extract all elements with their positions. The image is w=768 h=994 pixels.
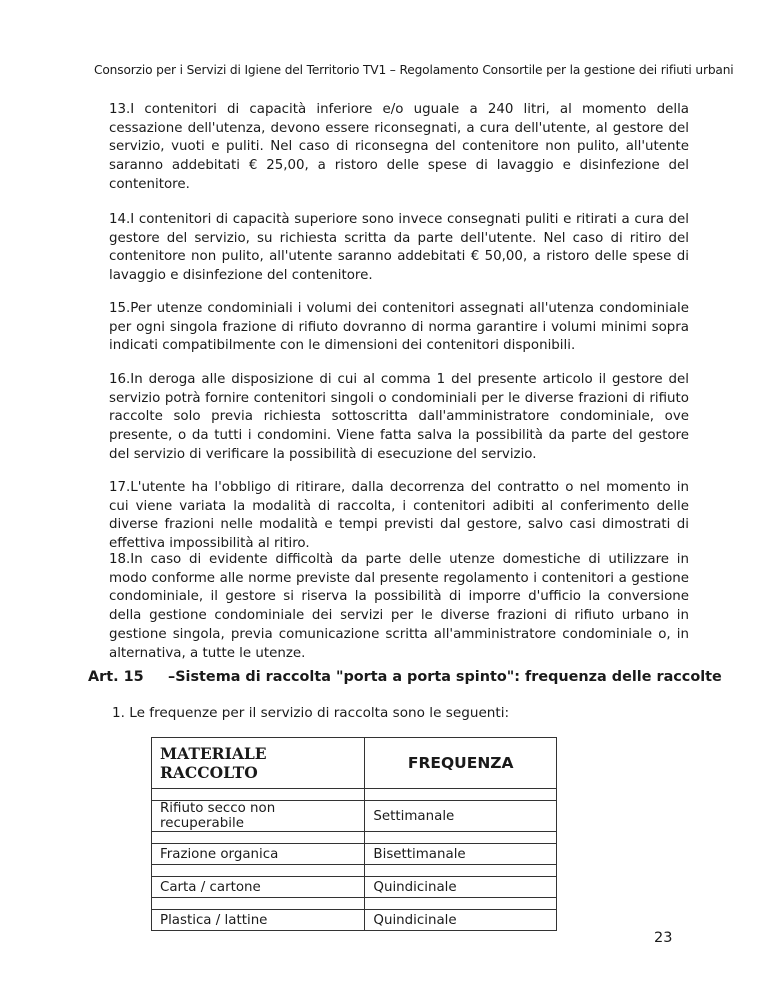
table-cell: Plastica / lattine [152, 910, 365, 931]
page-header: Consorzio per i Servizi di Igiene del Territorio TV1 – Regolamento Consortile per la gestione dei rifiuti urbani [94, 63, 734, 77]
intro-text: 1. Le frequenze per il servizio di raccolta sono le seguenti: [112, 705, 510, 721]
list-item [109, 101, 689, 195]
item-text: In caso di evidente difficoltà da parte delle utenze domestiche di utilizzare in modo conforme alle norme previste dal presente regolamento i contenitori a gestione condominiale, il gestore si riserva la possibilità di imporre d'ufficio la conversione della gestione condominiale dei servizi per le diverse frazioni di rifiuto urbano in gestione singola, previa comunicazione scritta all'amministratore condominiale o, in alternativa, a tutte le utenze. [109, 552, 689, 661]
item-text: I contenitori di capacità superiore sono invece consegnati puliti e ritirati a cura del gestore del servizio, su richiesta scritta da parte dell'utente. Nel caso di ritiro del contenitore non pulito, all'utente saranno addebitati € 50,00, a ristoro delle spese di lavaggio e disinfezione del contenitore. [109, 212, 689, 284]
item-number: 14. [109, 212, 131, 227]
item-number: 18. [109, 552, 131, 567]
table-cell: Frazione organica [152, 844, 365, 865]
frequency-table [151, 737, 557, 931]
table-row [152, 910, 557, 931]
page-number: 23 [654, 930, 673, 946]
article-title: –Sistema di raccolta "porta a porta spinto": frequenza delle raccolte [168, 669, 722, 685]
item-text: L'utente ha l'obbligo di ritirare, dalla decorrenza del contratto o nel momento in cui viene variata la modalità di raccolta, i contenitori adibiti al conferimento delle diverse frazioni nelle modalità e tempi previsti dal gestore, salvo casi dimostrati di effettiva impossibilità al ritiro. [109, 480, 689, 552]
table-row [152, 877, 557, 898]
table-cell: Settimanale [365, 801, 557, 832]
table-cell: Quindicinale [365, 910, 557, 931]
item-number: 15. [109, 301, 131, 316]
item-number: 13. [109, 102, 131, 117]
table-cell: Quindicinale [365, 877, 557, 898]
header-frequency: FREQUENZA [365, 738, 557, 789]
list-item [109, 371, 689, 465]
table-row [152, 844, 557, 865]
header-material: MATERIALE RACCOLTO [152, 738, 365, 789]
list-item [109, 551, 689, 663]
item-text: I contenitori di capacità inferiore e/o uguale a 240 litri, al momento della cessazione dell'utenza, devono essere riconsegnati, a cura dell'utente, al gestore del servizio, vuoti e puliti. Nel caso di riconsegna del contenitore non pulito, all'utente saranno addebitati € 25,00, a ristoro delle spese di lavaggio e disinfezione del contenitore. [109, 102, 689, 192]
item-text: Per utenze condominiali i volumi dei contenitori assegnati all'utenza condominiale per ogni singola frazione di rifiuto dovranno di norma garantire i volumi minimi sopra indicati compatibilmente con le dimensioni dei contenitori disponibili. [109, 301, 689, 354]
list-item [109, 211, 689, 286]
item-text: In deroga alle disposizione di cui al comma 1 del presente articolo il gestore del servizio potrà fornire contenitori singoli o condominiali per le diverse frazioni di rifiuto raccolte solo previa richiesta sottoscritta dall'amministratore condominiale, ove presente, o da tutti i condomini. Viene fatta salva la possibilità da parte del gestore del servizio di verificare la possibilità di esecuzione del servizio. [109, 372, 689, 462]
table-header-row [152, 738, 557, 789]
table-cell: Carta / cartone [152, 877, 365, 898]
table-row [152, 801, 557, 832]
article-label: Art. 15 [88, 669, 144, 685]
item-number: 16. [109, 372, 131, 387]
list-item [109, 479, 689, 554]
table-cell: Rifiuto secco non recuperabile [152, 801, 365, 832]
list-item [109, 300, 689, 356]
table-cell: Bisettimanale [365, 844, 557, 865]
item-number: 17. [109, 480, 131, 495]
article-heading [88, 669, 722, 685]
